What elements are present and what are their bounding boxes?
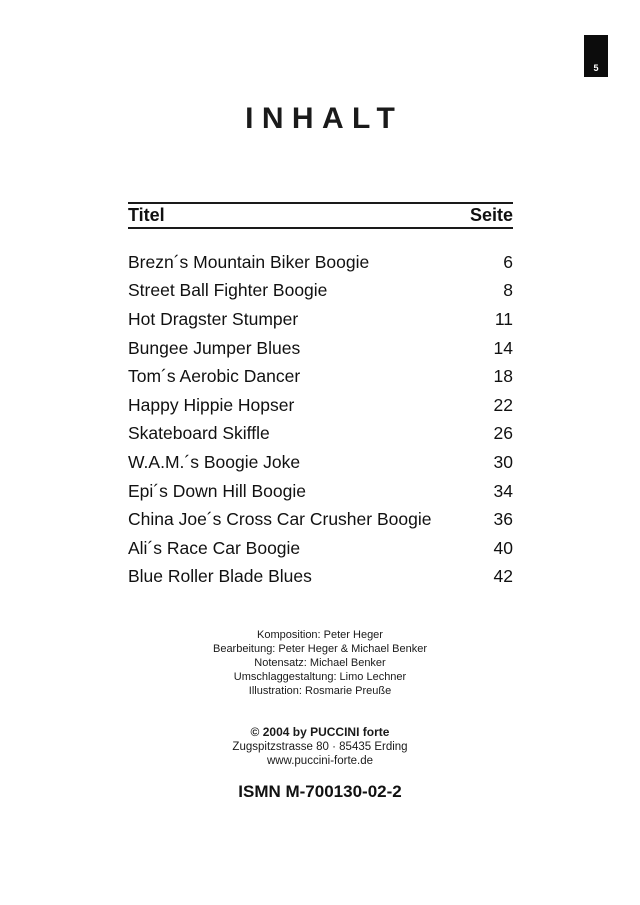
toc-entry-page: 36	[493, 509, 513, 530]
corner-page-number: 5	[593, 63, 599, 73]
toc-row	[128, 391, 513, 420]
toc-entry-page: 30	[493, 451, 513, 472]
toc-entry-page: 26	[493, 423, 513, 444]
toc-entry-page: 34	[493, 480, 513, 501]
toc-row	[128, 534, 513, 563]
toc-entry-page: 22	[493, 394, 513, 415]
toc-header-page-col: Seite	[469, 205, 513, 225]
credit-line-umschlaggestaltung: Umschlaggestaltung: Limo Lechner	[233, 671, 407, 683]
publisher-block	[0, 725, 640, 769]
credits-block	[0, 628, 640, 698]
toc-row	[128, 448, 513, 477]
toc-row	[128, 477, 513, 506]
toc-row	[128, 305, 513, 334]
page-title: INHALT	[245, 102, 404, 135]
toc-entry-title: Tom´s Aerobic Dancer	[128, 366, 301, 387]
toc-entry-page: 42	[493, 566, 513, 587]
toc-entry-page: 6	[503, 251, 513, 272]
toc-rows	[128, 248, 513, 591]
toc-entry-title: China Joe´s Cross Car Crusher Boogie	[128, 509, 432, 530]
credit-line-illustration: Illustration: Rosmarie Preuße	[248, 685, 392, 697]
toc-row	[128, 334, 513, 363]
address-line: Zugspitzstrasse 80 · 85435 Erding	[232, 740, 408, 753]
website-line: www.puccini-forte.de	[266, 755, 374, 767]
credit-line-komposition: Komposition: Peter Heger	[257, 629, 383, 641]
toc-entry-title: Street Ball Fighter Boogie	[128, 280, 328, 301]
toc-row	[128, 362, 513, 391]
toc-entry-title: Hot Dragster Stumper	[128, 308, 299, 329]
toc-entry-title: Happy Hippie Hopser	[128, 394, 295, 415]
toc-row	[128, 563, 513, 592]
toc-header-title-col: Titel	[128, 205, 165, 225]
copyright-line: © 2004 by PUCCINI forte	[250, 725, 390, 739]
toc-entry-title: Skateboard Skiffle	[128, 423, 270, 444]
toc-table	[128, 202, 513, 591]
toc-entry-page: 40	[493, 537, 513, 558]
ismn-line: ISMN M-700130-02-2	[238, 782, 402, 801]
toc-entry-title: Bungee Jumper Blues	[128, 337, 301, 358]
toc-entry-title: Ali´s Race Car Boogie	[128, 537, 301, 558]
page-number-tab	[584, 35, 608, 77]
toc-entry-page: 14	[493, 337, 513, 358]
toc-entry-title: Epi´s Down Hill Boogie	[128, 480, 306, 501]
credit-line-bearbeitung: Bearbeitung: Peter Heger & Michael Benker	[212, 643, 427, 655]
toc-entry-page: 18	[493, 366, 513, 387]
toc-row	[128, 248, 513, 277]
toc-entry-page: 8	[503, 280, 513, 301]
toc-row	[128, 505, 513, 534]
toc-entry-title: Blue Roller Blade Blues	[128, 566, 312, 587]
toc-entry-page: 11	[494, 308, 513, 329]
toc-entry-title: Brezn´s Mountain Biker Boogie	[128, 251, 370, 272]
toc-row	[128, 277, 513, 306]
toc-entry-title: W.A.M.´s Boogie Joke	[128, 451, 301, 472]
toc-row	[128, 420, 513, 449]
toc-header	[128, 202, 513, 229]
credit-line-notensatz: Notensatz: Michael Benker	[254, 657, 386, 669]
